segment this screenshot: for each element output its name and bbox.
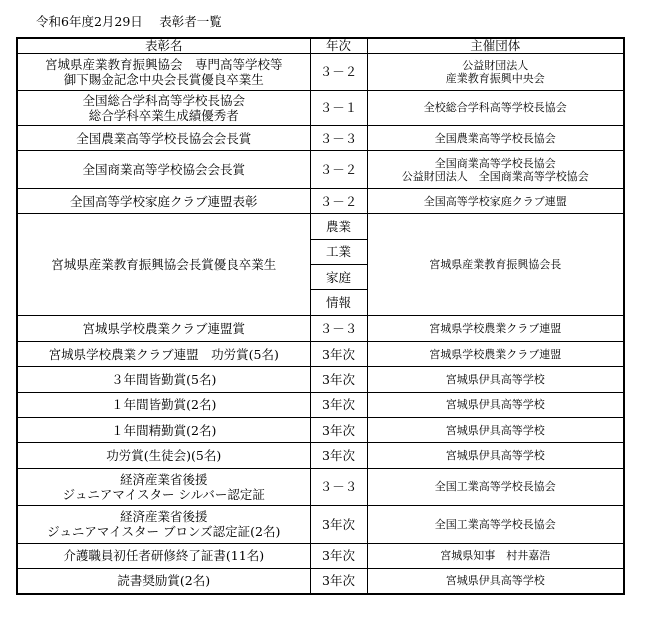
department-cell-home-economics: 家庭 <box>310 264 367 289</box>
table-row <box>17 417 624 442</box>
table-row <box>17 543 624 568</box>
document-title: 令和6年度2月29日 表彰者一覧 <box>36 14 222 29</box>
organizer-line: 宮城県学校農業クラブ連盟 <box>429 347 562 361</box>
award-name-cell <box>17 568 310 594</box>
organizer-cell <box>367 367 624 392</box>
grade-cell: ３－３ <box>310 468 367 506</box>
grade-cell: ３－２ <box>310 151 367 189</box>
award-name-cell <box>17 367 310 392</box>
award-name-line: 介護職員初任者研修終了証書(11名) <box>63 548 265 564</box>
table-row <box>17 188 624 213</box>
table-row <box>17 443 624 468</box>
award-name-cell <box>17 392 310 417</box>
award-name-line: 御下賜金記念中央会長賞優良卒業生 <box>63 71 264 87</box>
organizer-line: 全校総合学科高等学校長協会 <box>423 101 567 115</box>
table-row <box>17 568 624 594</box>
organizer-line: 宮城県伊具高等学校 <box>445 423 545 437</box>
award-name-cell <box>17 341 310 366</box>
organizer-line: 宮城県知事 村井嘉浩 <box>440 549 551 563</box>
award-name-line: 宮城県産業教育振興協会 専門高等学校等 <box>44 56 283 72</box>
grade-cell: 3年次 <box>310 506 367 544</box>
award-name-line: 総合学科卒業生成績優秀者 <box>88 107 239 123</box>
award-name-line: 宮城県学校農業クラブ連盟 功労賞(5名) <box>48 346 279 362</box>
organizer-line: 全国商業高等学校長協会 <box>434 156 556 170</box>
grade-cell: 3年次 <box>310 392 367 417</box>
awards-table <box>16 37 625 595</box>
award-name-line: ３年間皆勤賞(5名) <box>111 371 217 387</box>
award-name-cell <box>17 468 310 506</box>
table-row <box>17 214 624 239</box>
header-organizer: 主催団体 <box>367 38 624 54</box>
organizer-line: 全国工業高等学校長協会 <box>434 480 556 494</box>
organizer-cell <box>367 468 624 506</box>
organizer-cell <box>367 417 624 442</box>
grade-cell: 3年次 <box>310 568 367 594</box>
organizer-cell <box>367 90 624 125</box>
award-name-line: ジュニアマイスター ブロンズ認定証(2名) <box>47 524 281 540</box>
organizer-line: 産業教育振興中央会 <box>445 71 545 85</box>
award-name-cell <box>17 126 310 151</box>
organizer-cell <box>367 568 624 594</box>
organizer-cell: 宮城県産業教育振興協会長 <box>367 214 624 315</box>
table-row <box>17 126 624 151</box>
grade-cell: 3年次 <box>310 341 367 366</box>
grade-cell: ３－１ <box>310 90 367 125</box>
organizer-line: 公益財団法人 <box>462 58 529 72</box>
organizer-cell <box>367 543 624 568</box>
award-name-line: 経済産業省後援 <box>119 509 208 525</box>
grade-cell: ３－２ <box>310 188 367 213</box>
department-cell-agriculture: 農業 <box>310 214 367 239</box>
award-name-cell <box>17 443 310 468</box>
award-name-line: １年間皆勤賞(2名) <box>111 397 217 413</box>
grade-cell: 3年次 <box>310 367 367 392</box>
award-name-cell <box>17 54 310 90</box>
organizer-cell <box>367 126 624 151</box>
organizer-cell <box>367 188 624 213</box>
organizer-cell <box>367 341 624 366</box>
organizer-cell <box>367 54 624 90</box>
award-name-line: 経済産業省後援 <box>119 471 208 487</box>
department-cell-industry: 工業 <box>310 239 367 264</box>
organizer-line: 宮城県伊具高等学校 <box>445 574 545 588</box>
organizer-cell <box>367 151 624 189</box>
award-name-line: 全国総合学科高等学校長協会 <box>82 92 245 108</box>
award-name-line: ジュニアマイスター シルバー認定証 <box>62 486 265 502</box>
header-award-name: 表彰名 <box>17 38 310 54</box>
table-row <box>17 90 624 125</box>
organizer-line: 宮城県学校農業クラブ連盟 <box>429 321 562 335</box>
award-name-cell <box>17 90 310 125</box>
organizer-line: 全国農業高等学校長協会 <box>434 131 556 145</box>
table-row <box>17 315 624 341</box>
grade-cell: 3年次 <box>310 443 367 468</box>
award-name-cell: 宮城県産業教育振興協会長賞優良卒業生 <box>17 214 310 315</box>
organizer-cell <box>367 443 624 468</box>
award-name-line: 読書奨励賞(2名) <box>117 573 211 589</box>
organizer-cell <box>367 315 624 341</box>
table-row <box>17 151 624 189</box>
award-name-line: １年間精勤賞(2名) <box>111 422 217 438</box>
department-cell-information: 情報 <box>310 290 367 315</box>
grade-cell: 3年次 <box>310 417 367 442</box>
award-name-line: 功労賞(生徒会)(5名) <box>106 447 222 463</box>
award-name-cell <box>17 315 310 341</box>
header-grade: 年次 <box>310 38 367 54</box>
organizer-line: 宮城県伊具高等学校 <box>445 398 545 412</box>
table-row <box>17 367 624 392</box>
award-name-line: 全国高等学校家庭クラブ連盟表彰 <box>69 193 258 209</box>
organizer-line: 宮城県伊具高等学校 <box>445 448 545 462</box>
grade-cell: 3年次 <box>310 543 367 568</box>
organizer-line: 全国工業高等学校長協会 <box>434 517 556 531</box>
award-name-line: 全国商業高等学校協会会長賞 <box>82 162 245 178</box>
organizer-cell <box>367 506 624 544</box>
award-name-cell <box>17 417 310 442</box>
award-name-cell <box>17 543 310 568</box>
organizer-line: 公益財団法人 全国商業高等学校協会 <box>401 169 589 183</box>
organizer-cell <box>367 392 624 417</box>
table-row <box>17 392 624 417</box>
table-row <box>17 506 624 544</box>
award-name-cell <box>17 188 310 213</box>
grade-cell: ３－３ <box>310 126 367 151</box>
table-row <box>17 468 624 506</box>
organizer-line: 全国高等学校家庭クラブ連盟 <box>423 194 567 208</box>
award-name-cell <box>17 151 310 189</box>
grade-cell: ３－３ <box>310 315 367 341</box>
organizer-line: 宮城県伊具高等学校 <box>445 372 545 386</box>
table-row <box>17 341 624 366</box>
grade-cell: ３－２ <box>310 54 367 90</box>
table-header-row <box>17 38 624 54</box>
award-name-line: 宮城県学校農業クラブ連盟賞 <box>82 320 245 336</box>
table-row <box>17 54 624 90</box>
award-name-line: 全国農業高等学校長協会会長賞 <box>76 130 252 146</box>
award-name-cell <box>17 506 310 544</box>
